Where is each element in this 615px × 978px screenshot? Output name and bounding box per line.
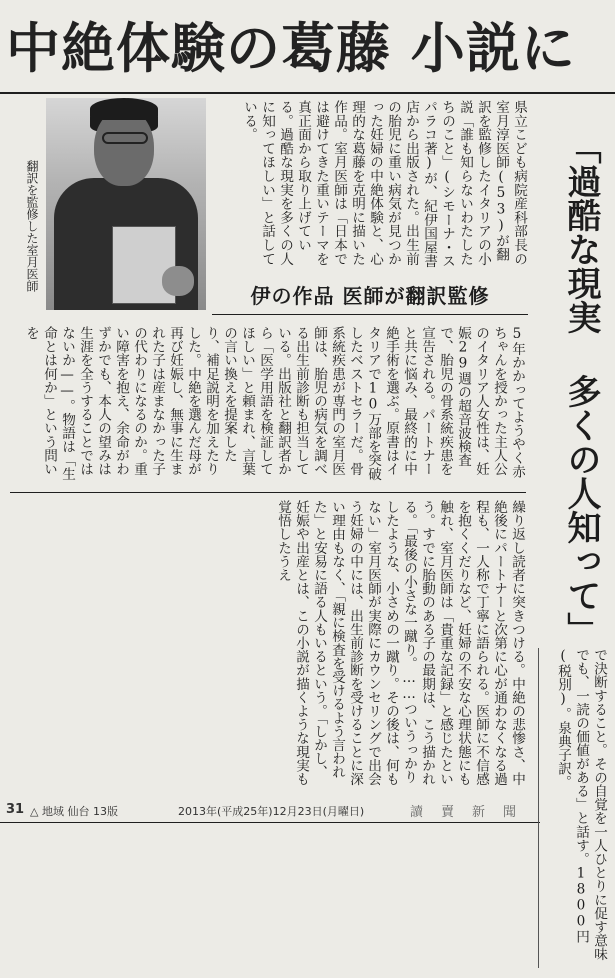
column-rule: [10, 492, 526, 493]
publication-date: 2013年(平成25年)12月23日(月曜日): [178, 805, 365, 818]
sub-headline-rule: [212, 314, 528, 315]
lead-paragraph: 県立こども病院産科部長の室月淳医師(53)が翻訳を監修したイタリアの小説「誰も知らないわたしたちのこと」(シモーナ・スパラコ著)が、紀伊国屋書店から出版された。出生前の胎児に重い病気が見つかった妊婦の中絶体験と、心理的な葛藤を克明に描いた作品。室月医師は「日本では避けてきた重いテーマを真正面から取り上げている。過酷な現実を多くの人に知ってほしい」と話している。: [241, 100, 527, 268]
photo-hand-shape: [162, 266, 194, 296]
photo-hair-top-shape: [90, 98, 158, 120]
headline: 中絶体験の葛藤 小説に: [6, 17, 576, 80]
doctor-photo: [46, 98, 206, 310]
edition-label: △ 地域 仙台 13版: [30, 805, 118, 818]
pull-quote: 「過酷な現実 多くの人知って」: [561, 130, 601, 646]
footer-rule: [0, 822, 540, 823]
photo-glasses-shape: [102, 132, 148, 144]
body-end-column: で決断すること。その自覚を一人ひとりに促す意味でも、一読の価値がある」と話す。1800円(税別)。泉典子訳。: [538, 648, 608, 968]
body-right-columns: 繰り返し読者に突きつける。中絶の悲惨さ、中絶後にパートナーと次第に心が通わなくなる過程も、一人称で丁寧に語られる。医師に不信感を抱くくだりなど、妊婦の不安な心理状態にも触れ、室月医師は「貴重な記録」と感じたという。すでに胎動のある子の最期は、こう描かれる。「最後の小さな一蹴り。……ついうっかりしたような、小さめの一蹴り。その後は、何もない」室月医師が実際にカウンセリングで出会う妊婦の中には、出生前診断を受けることに深い理由もなく、「親に検査を受けるよう言われた」と安易に語る人もいるという。「しかし、妊娠や出産とは、この小説が描くような現実も覚悟したうえ: [275, 500, 525, 786]
page-footer: [0, 800, 615, 820]
newspaper-name: 讀賣新聞: [410, 805, 535, 820]
sub-headline: 伊の作品 医師が翻訳監修: [250, 284, 490, 308]
body-middle-upper: 5年かかってようやく赤ちゃんを授かった主人公のイタリア人女性は、妊娠29週の超音波検査で、胎児の骨系統疾患を宣告される。パートナーと共に悩み、最終的に中絶手術を選ぶ。原書はイタリアで10万部を突破したベストセラーだ。骨系統疾患が専門の室月医師は、胎児の病気を調べる出生前診断も担当している。出版社と翻訳者から「医学用語を検証してほしい」と頼まれ、言葉の言い換えを提案したり、補足説明を加えたりした。中絶を選んだ母が再び妊娠し、無事に生まれた子は産まなかった子の代わりになるのか。重い障害を抱え、余命がわずかでも、本人の望みは生涯を全うすることではないか——。物語は「生命とは何か」という問いを: [23, 326, 525, 481]
photo-caption: 翻訳を監修した室月医師: [25, 160, 39, 292]
page-number: 31: [6, 802, 25, 817]
headline-rule: [0, 92, 615, 94]
